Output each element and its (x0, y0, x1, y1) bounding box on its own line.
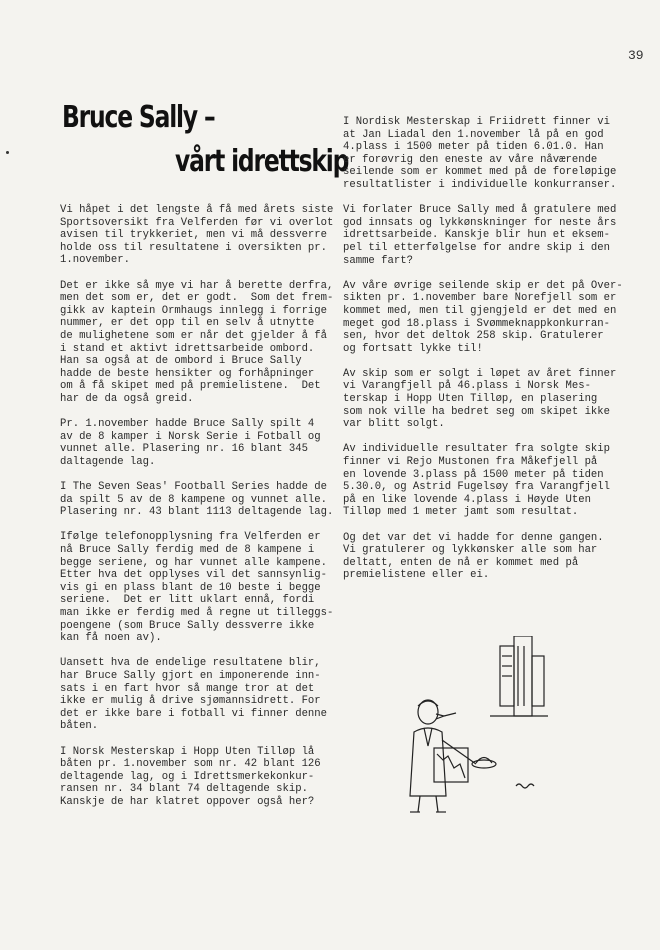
paragraph: Og det var det vi hadde for denne gangen. Vi gratulerer og lykkønsker alle som har deltatt, enten de nå er kommet med på premielistene eller ei. (343, 531, 604, 582)
paragraph: Vi forlater Bruce Sally med å gratulere med god innsats og lykkønskninger for neste års idrettsarbeide. Kanskje blir hun et eksem- pel til etterfølgelse for andre skip i den samme fart? (343, 204, 617, 267)
businessman-with-falling-chart-cartoon-icon (390, 636, 550, 816)
page-number: 39 (628, 48, 644, 63)
paragraph: I Norsk Mesterskap i Hopp Uten Tilløp lå båten pr. 1.november som nr. 42 blant 126 deltagende lag, og i Idrettsmerkekonkur- ransen nr. 34 blant 74 deltagende skip. Kanskje de har klatret oppover også her? (60, 745, 321, 808)
paragraph: Det er ikke så mye vi har å berette derfra, men det som er, det er godt. Som det frem- gikk av kaptein Ormhaugs innlegg i forrige nummer, er det opp til en selv å utnytte de mulighetene som er når det gjelder å få i stand et aktivt idrettsarbeide ombord. Han sa også at de ombord i Bruce Sally hadde de beste hensikter og forhåpninger om å få skipet med på premielistene. Det har de da også greid. (60, 279, 334, 405)
paragraph: Vi håpet i det lengste å få med årets siste Sportsoversikt fra Velferden før vi overlot avisen til trykkeriet, men vi må dessverre holde oss til resultatene i oversikten pr. 1.november. (60, 204, 334, 267)
left-column (60, 204, 342, 821)
paragraph: Av individuelle resultater fra solgte skip finner vi Rejo Mustonen fra Måkefjell på en lovende 3.plass på 1500 meter på tiden 5.30.0, og Astrid Fugelsøy fra Varangfjell på en like lovende 4.plass i Høyde Uten Tilløp med 1 meter jamt som resultat. (343, 443, 611, 519)
article-title (60, 100, 349, 200)
stray-mark (6, 151, 9, 154)
right-column (343, 116, 633, 595)
title-line-2: vårt idrettskip (175, 144, 349, 179)
paragraph: I The Seven Seas' Football Series hadde de da spilt 5 av de 8 kampene og vunnet alle. Plasering nr. 43 blant 1113 deltagende lag. (60, 481, 334, 519)
paragraph: Ifølge telefonopplysning fra Velferden er nå Bruce Sally ferdig med de 8 kampene i begge seriene, og har vunnet alle kampene. Etter hva det opplyses vil det sannsynlig- vis gi en plass blant de 10 beste i begge seriene. Det er litt uklart ennå, fordi man ikke er ferdig med å regne ut tilleggs- poengene (som Bruce Sally dessverre ikke kan få noen av). (60, 531, 334, 645)
title-line-1: Bruce Sally – (62, 100, 215, 135)
paragraph: Av våre øvrige seilende skip er det på Over- sikten pr. 1.november bare Norefjell som er kommet med, men til gjengjeld er det med en meget god 18.plass i Svømmeknappkonkurran- sen, hvor det deltok 258 skip. Gratulerer og fortsatt lykke til! (343, 279, 623, 355)
paragraph: Uansett hva de endelige resultatene blir, har Bruce Sally gjort en imponerende inn- sats i en fart hvor så mange tror at det ikke er mulig å drive sjømannsidrett. For det er ikke bare i fotball vi finner denne båten. (60, 657, 328, 733)
paragraph: Av skip som er solgt i løpet av året finner vi Varangfjell på 46.plass i Norsk Mes- terskap i Hopp Uten Tilløp, en plasering som nok ville ha bedret seg om skipet ikke var blitt solgt. (343, 367, 617, 431)
paragraph: I Nordisk Mesterskap i Friidrett finner vi at Jan Liadal den 1.november lå på en god 4.plass i 1500 meter på tiden 6.01.0. Han er forøvrig den eneste av våre nåværende seilende som er kommet med på de foreløpige resultatlister i individuelle konkurranser. (343, 116, 617, 191)
paragraph: Pr. 1.november hadde Bruce Sally spilt 4 av de 8 kamper i Norsk Serie i Fotball og vunnet alle. Plasering nr. 16 blant 345 daltagende lag. (60, 418, 321, 468)
